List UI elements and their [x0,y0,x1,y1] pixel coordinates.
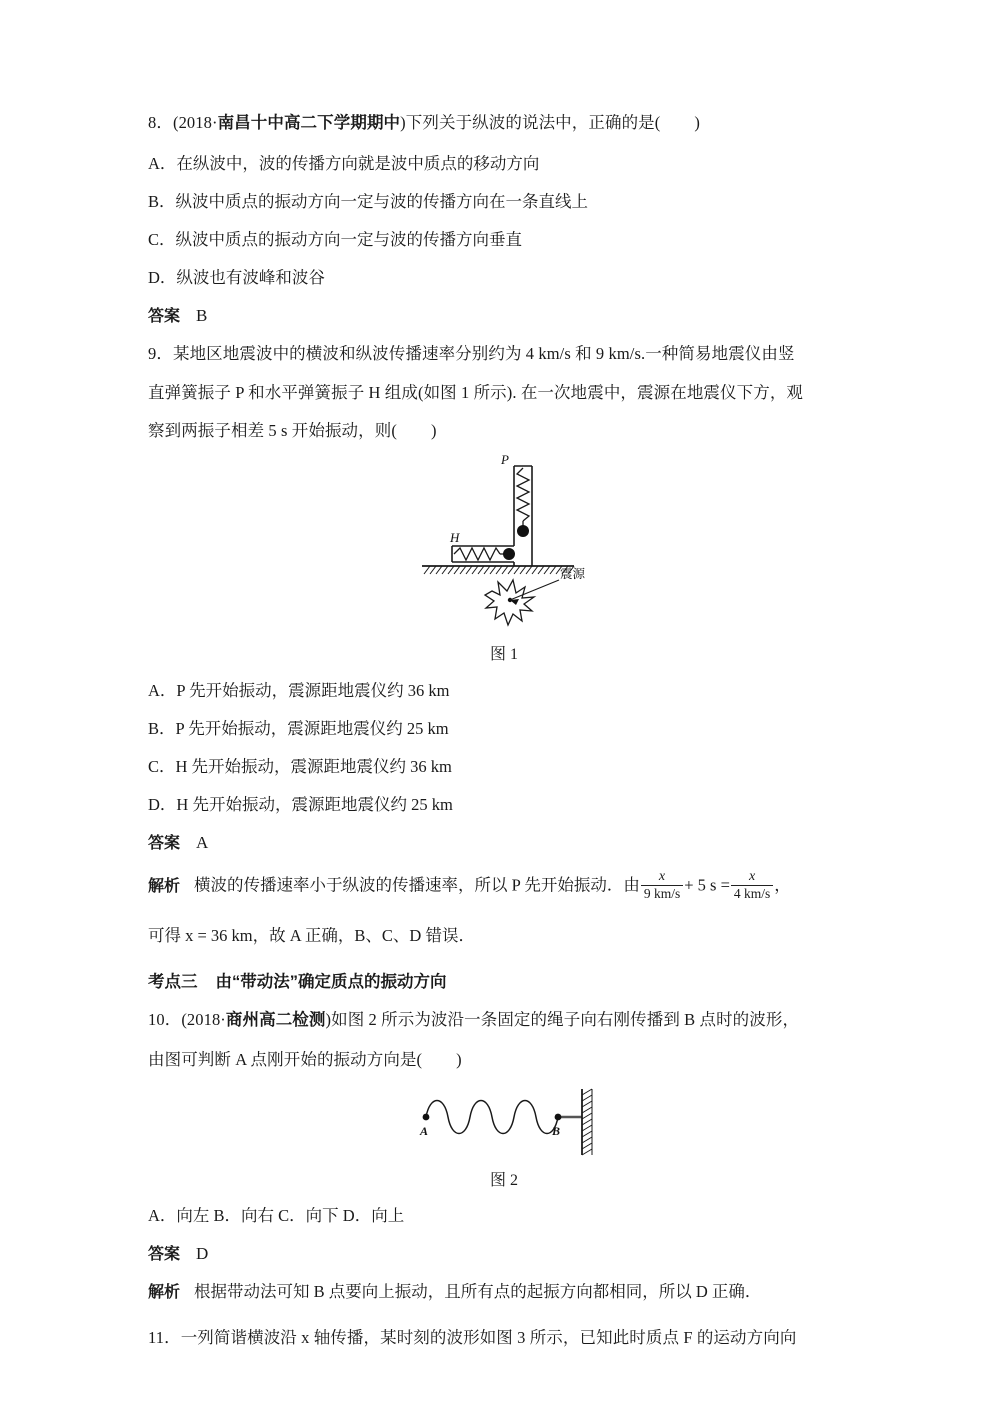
question-9-line-2: 直弹簧振子 P 和水平弹簧振子 H 组成(如图 1 所示). 在一次地震中，震源在地震仪下方，观 [148,382,804,402]
question-9-dot: ． [156,343,173,363]
question-10-line-2-close: ) [456,1050,462,1069]
question-11-number: 11 [148,1327,165,1347]
answer-label: 答案 [148,835,181,852]
seismograph-diagram [374,454,634,639]
question-9-option-a: A．P 先开始振动，震源距地震仪约 36 km [148,680,450,700]
figure-2-caption: 图 2 [489,1171,518,1189]
question-10-line-1-text: 如图 2 所示为波沿一条固定的绳子向右刚传播到 B 点时的波形， [331,1010,800,1030]
question-9-line-3 [148,418,860,444]
question-8-number: 8 [148,113,157,132]
question-10-answer [148,1241,860,1264]
question-10-dot: ． [164,1010,182,1030]
question-10-number: 10 [148,1010,165,1030]
question-11-line-1 [148,1325,860,1351]
question-8-option-d: D．纵波也有波峰和波谷 [148,267,325,287]
ground-hatching [424,566,574,574]
question-9-explanation-part-2: 可得 x = 36 km，故 A 正确，B、C、D 错误． [148,925,475,945]
section-3-label: 考点三 [148,973,198,992]
question-8-source-close: ) [400,113,406,132]
question-10-line-1 [148,1007,860,1034]
question-9-line-3-text: 察到两振子相差 5 s 开始振动，则( [148,421,397,441]
question-8-stem-text: 下列关于纵波的说法中，正确的是( [405,113,661,132]
label-earthquake-source: 震源 [560,566,586,581]
point-A-marker [423,1113,430,1120]
answer-label: 答案 [148,1245,181,1263]
question-9-line-1 [148,341,860,367]
question-10-answer-value: D [196,1243,209,1263]
vertical-spring-mass [517,525,529,537]
horizontal-spring-mass [503,548,515,560]
figure-2-block [148,1087,860,1190]
page-content [148,110,860,1350]
question-8-source: 南昌十中高二下学期期中 [217,114,401,132]
point-B-marker [555,1113,562,1120]
figure-1-block [148,454,860,664]
question-9-explanation-part-1: 横波的传播速率小于纵波的传播速率，所以 P 先开始振动．由 [194,875,640,895]
question-8-option-b: B．纵波中质点的振动方向一定与波的传播方向在一条直线上 [148,191,589,211]
horizontal-spring [454,548,500,560]
question-11-line-1-text: 一列简谐横波沿 x 轴传播，某时刻的波形如图 3 所示，已知此时质点 F 的运动方向向 [180,1327,797,1347]
question-11-dot: ． [164,1327,181,1347]
source-arrow-head [510,599,519,605]
question-10-explanation [148,1280,860,1305]
question-8-source-open: (2018· [172,113,218,132]
figure-1-caption: 图 1 [489,645,518,663]
formula-denominator-left: 9 km/s [643,886,681,902]
question-8-stem [148,110,860,137]
figure-2-drawing [148,1087,860,1163]
question-8-stem-close: ) [694,113,700,132]
question-10-line-2 [148,1047,860,1073]
question-9-option-d: D．H 先开始振动，震源距地震仪约 25 km [148,794,453,814]
question-9-option-c: C．H 先开始振动，震源距地震仪约 36 km [148,756,452,776]
question-9-explanation [148,869,860,902]
question-9-line-3-close: ) [430,421,437,441]
label-H: H [450,529,460,545]
figure-1-drawing [148,454,860,639]
question-9-answer [148,830,860,853]
question-9-option-b: B．P 先开始振动，震源距地震仪约 25 km [148,718,449,738]
formula-middle: + 5 s = [684,875,730,895]
question-10-explanation-text: 根据带动法可知 B 点要向上振动，且所有点的起振方向都相同，所以 D 正确． [194,1281,762,1301]
question-8-answer-value: B [196,305,208,325]
question-9-answer-value: A [196,833,209,852]
earthquake-source-star [485,580,534,625]
question-10-source-open: (2018· [181,1010,226,1030]
formula-fraction-left [641,869,683,902]
question-10-options-inline: A．向左 B．向右 C．向下 D．向上 [148,1205,405,1225]
answer-label: 答案 [148,307,181,325]
question-10-source-close: ) [325,1010,332,1030]
label-A: A [420,1123,429,1138]
question-8-option-c: C．纵波中质点的振动方向一定与波的传播方向垂直 [148,229,523,249]
label-P: P [501,453,509,467]
wall-hatching [582,1089,592,1155]
formula-denominator-right: 4 km/s [733,886,771,902]
section-3-heading [148,968,860,992]
question-9-number: 9 [148,343,157,363]
wave-on-rope-diagram [404,1087,604,1163]
label-B: B [552,1123,561,1138]
question-10-line-2-text: 由图可判断 A 点刚开始的振动方向是( [148,1050,423,1069]
formula-numerator-right: x [748,869,756,884]
question-8-option-a: A．在纵波中，波的传播方向就是波中质点的移动方向 [148,153,540,173]
question-10-source: 商州高二检测 [225,1011,326,1030]
explanation-label: 解析 [148,877,181,895]
question-9-line-1-text: 某地区地震波中的横波和纵波传播速率分别约为 4 km/s 和 9 km/s.一种简易地震仪由竖 [172,343,795,363]
wave-curve [426,1100,558,1133]
question-8-answer [148,303,860,326]
explanation-label: 解析 [148,1283,181,1301]
vertical-spring [517,468,529,521]
formula-fraction-right [731,869,773,902]
formula-numerator-left: x [658,869,666,884]
question-8-dot: ． [156,113,173,132]
formula-tail: ， [774,875,791,895]
section-3-title: 由“带动法”确定质点的振动方向 [215,973,447,992]
